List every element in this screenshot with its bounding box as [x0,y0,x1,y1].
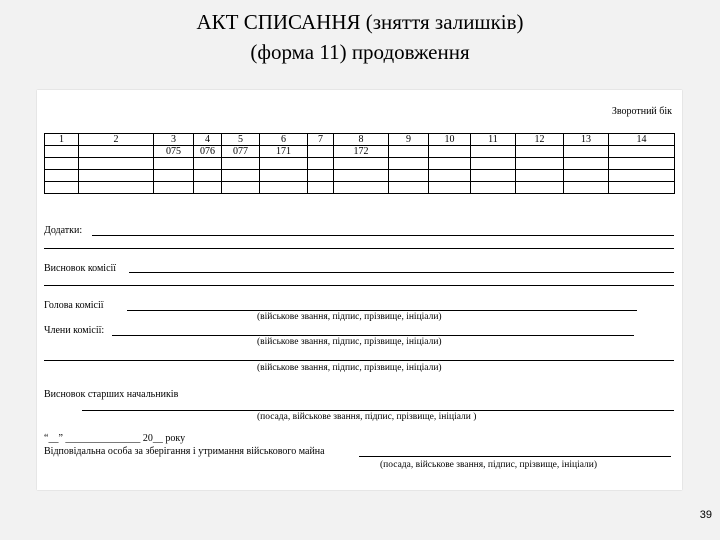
table-cell: 3 [154,134,194,146]
table-cell[interactable] [471,182,516,194]
table-cell: 075 [154,146,194,158]
table-cell [609,146,675,158]
table-cell[interactable] [609,158,675,170]
table-cell: 8 [334,134,389,146]
table-cell: 077 [222,146,260,158]
table-cell[interactable] [308,158,334,170]
table-cell[interactable] [609,170,675,182]
table-cell: 172 [334,146,389,158]
code-row [45,146,675,158]
table-cell: 5 [222,134,260,146]
table-cell[interactable] [429,158,471,170]
table-cell[interactable] [564,170,609,182]
appendix-line[interactable] [92,235,674,236]
table-cell[interactable] [79,170,154,182]
reverse-side-label: Зворотний бік [611,106,672,117]
table-cell [564,146,609,158]
table-cell[interactable] [154,158,194,170]
table-cell[interactable] [45,170,79,182]
table-cell[interactable] [516,170,564,182]
commission-conclusion-label: Висновок комісії [44,263,117,274]
table-cell[interactable] [308,170,334,182]
table-cell [429,146,471,158]
table-cell: 4 [194,134,222,146]
table-cell[interactable] [194,182,222,194]
table-cell[interactable] [334,170,389,182]
table-cell: 1 [45,134,79,146]
table-cell[interactable] [222,158,260,170]
chairman-hint: (військове звання, підпис, прізвище, ініціали) [257,312,442,322]
table-cell[interactable] [516,182,564,194]
responsible-hint: (посада, військове звання, підпис, прізвище, ініціали) [380,460,598,470]
table-cell[interactable] [45,158,79,170]
table-cell[interactable] [79,158,154,170]
table-cell[interactable] [564,158,609,170]
form-table [44,133,675,194]
table-cell[interactable] [471,158,516,170]
table-cell: 13 [564,134,609,146]
appendix-label: Додатки: [44,225,83,236]
page-number: 39 [699,509,712,521]
table-cell: 076 [194,146,222,158]
table-cell [471,146,516,158]
table-cell[interactable] [389,158,429,170]
responsible-line[interactable] [359,456,671,457]
table-cell[interactable] [260,170,308,182]
responsible-label: Відповідальна особа за зберігання і утримання військового майна [44,446,325,457]
table-cell [45,146,79,158]
table-cell: 11 [471,134,516,146]
table-cell [516,146,564,158]
table-cell[interactable] [260,158,308,170]
table-cell[interactable] [389,182,429,194]
table-cell[interactable] [334,182,389,194]
table-cell[interactable] [154,182,194,194]
table-cell[interactable] [429,170,471,182]
table-row [45,158,675,170]
table-cell [389,146,429,158]
member-hint-1: (військове звання, підпис, прізвище, ініціали) [257,337,442,347]
table-cell[interactable] [194,170,222,182]
member-hint-2: (військове звання, підпис, прізвище, ініціали) [257,363,442,373]
commission-conclusion-line-2[interactable] [44,285,674,286]
table-cell: 14 [609,134,675,146]
table-cell[interactable] [45,182,79,194]
chairman-label: Голова комісії [44,300,104,311]
table-cell [79,146,154,158]
table-cell[interactable] [308,182,334,194]
commission-conclusion-line[interactable] [129,272,674,273]
table-cell[interactable] [154,170,194,182]
table-cell[interactable] [429,182,471,194]
table-cell [308,146,334,158]
page-title: АКТ СПИСАННЯ (зняття залишків) [196,10,524,34]
member-label: Члени комісії: [44,325,105,336]
chairman-line[interactable] [127,310,637,311]
table-cell: 6 [260,134,308,146]
member-line-2[interactable] [44,360,674,361]
table-cell: 7 [308,134,334,146]
form-sheet [37,90,682,490]
table-cell: 171 [260,146,308,158]
senior-conclusion-label: Висновок старших начальників [44,389,179,400]
table-cell[interactable] [609,182,675,194]
table-cell[interactable] [79,182,154,194]
column-number-row [45,134,675,146]
date-line: “__” _______________ 20__ року [44,433,186,444]
table-row [45,170,675,182]
senior-conclusion-line[interactable] [82,410,674,411]
table-cell[interactable] [334,158,389,170]
table-cell: 2 [79,134,154,146]
table-cell[interactable] [471,170,516,182]
member-line-1[interactable] [112,335,634,336]
table-cell[interactable] [260,182,308,194]
page-subtitle: (форма 11) продовження [250,40,470,64]
table-cell[interactable] [222,182,260,194]
table-row [45,182,675,194]
senior-hint: (посада, військове звання, підпис, прізвище, ініціали ) [257,412,477,422]
table-cell: 12 [516,134,564,146]
appendix-line-2[interactable] [44,248,674,249]
table-cell[interactable] [516,158,564,170]
table-cell[interactable] [564,182,609,194]
table-cell[interactable] [222,170,260,182]
table-cell: 9 [389,134,429,146]
table-cell[interactable] [389,170,429,182]
table-cell: 10 [429,134,471,146]
table-cell[interactable] [194,158,222,170]
